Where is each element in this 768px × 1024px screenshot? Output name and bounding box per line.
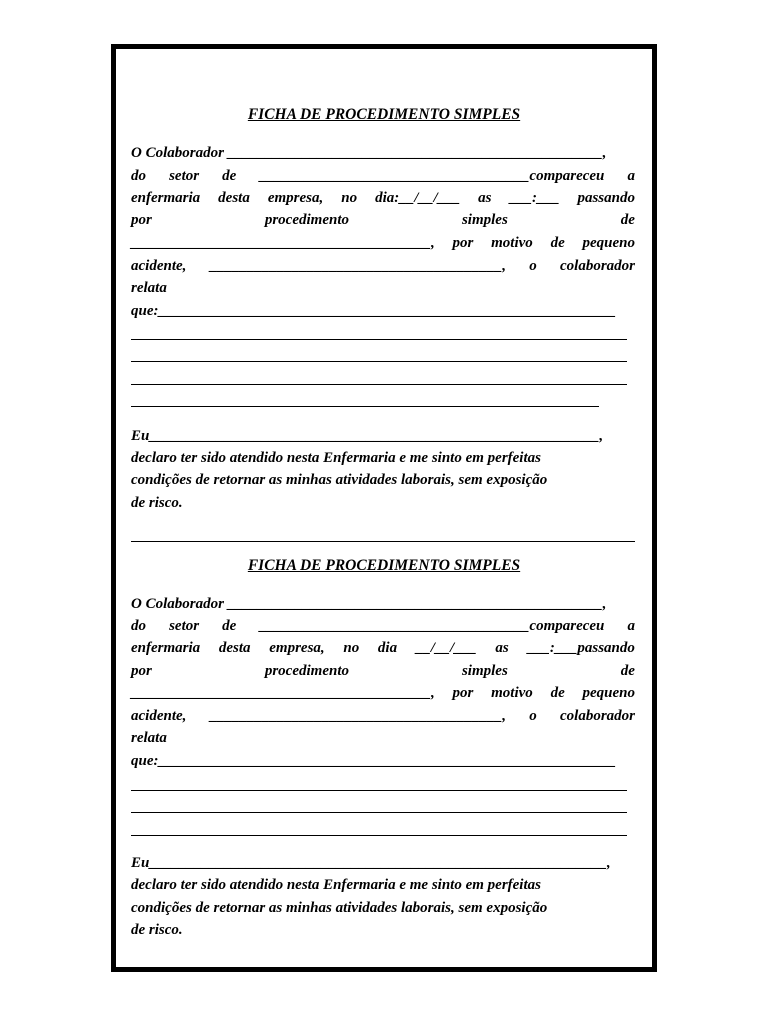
word: procedimento (264, 212, 349, 228)
word: de (550, 235, 565, 251)
motivo-line (131, 232, 635, 254)
word: procedimento (264, 663, 349, 679)
eu-line: Eu____________________________________________________________, (131, 428, 604, 444)
colaborador-line: O Colaborador __________________________________________________, (131, 596, 607, 612)
word: a (627, 168, 635, 184)
word: o (529, 258, 537, 274)
word: motivo (491, 235, 533, 251)
relato-line: que:_____________________________________________________________ (131, 303, 616, 319)
word: setor (169, 618, 200, 634)
word: colaborador (560, 708, 635, 724)
relata-label: relata (131, 730, 167, 746)
form-title: FICHA DE PROCEDIMENTO SIMPLES (247, 557, 521, 574)
date-line (131, 637, 635, 659)
word: motivo (491, 685, 533, 701)
word: enfermaria (131, 190, 201, 206)
procedure-blank: ________________________________________, (131, 235, 435, 251)
word: de (222, 618, 237, 634)
form-title: FICHA DE PROCEDIMENTO SIMPLES (247, 106, 521, 123)
date-blank: __/__/___ (415, 640, 477, 656)
date-line (131, 187, 635, 209)
date-blank: dia:__/__/___ (375, 190, 461, 206)
setor-blank: ____________________________________compareceu (259, 168, 605, 184)
word: as (495, 640, 509, 656)
word: colaborador (560, 258, 635, 274)
acidente-line (131, 705, 635, 727)
word: acidente, (131, 708, 187, 724)
word: do (131, 618, 146, 634)
acidente-line (131, 255, 635, 277)
declaration-line: de risco. (131, 495, 183, 511)
colaborador-line: O Colaborador __________________________________________________, (131, 145, 607, 161)
setor-line (131, 165, 635, 187)
word: por (452, 685, 474, 701)
word: do (131, 168, 146, 184)
setor-blank: ____________________________________compareceu (259, 618, 605, 634)
word: de (550, 685, 565, 701)
word: simples (461, 663, 508, 679)
motivo-line (131, 682, 635, 704)
relato-blank-line (131, 812, 627, 813)
relato-blank-line (131, 339, 627, 340)
procedure-blank: ________________________________________, (131, 685, 435, 701)
word: pequeno (582, 235, 635, 251)
word: por (131, 212, 152, 228)
setor-line (131, 615, 635, 637)
word: as (478, 190, 492, 206)
relato-line: que:_____________________________________________________________ (131, 753, 616, 769)
relato-blank-line (131, 835, 627, 836)
declaration-line: declaro ter sido atendido nesta Enfermaria e me sinto em perfeitas (131, 450, 541, 466)
declaration-line: condições de retornar as minhas atividades laborais, sem exposição (131, 472, 548, 488)
acidente-blank: _______________________________________, (209, 258, 506, 274)
word: acidente, (131, 258, 187, 274)
word: de (620, 663, 635, 679)
time-blank: ___:___ (509, 190, 560, 206)
relato-blank-line (131, 384, 627, 385)
word: de (222, 168, 237, 184)
declaration-line: de risco. (131, 922, 183, 938)
word: empresa, (269, 640, 325, 656)
relato-blank-line (131, 406, 599, 407)
eu-line: Eu_____________________________________________________________, (131, 855, 611, 871)
word: desta (218, 190, 250, 206)
word: de (620, 212, 635, 228)
word: no (341, 190, 358, 206)
word: o (529, 708, 537, 724)
word: simples (461, 212, 508, 228)
word: no (343, 640, 360, 656)
procedure-line (131, 209, 635, 231)
word: dia (377, 640, 398, 656)
cut-separator (131, 541, 635, 542)
relata-label: relata (131, 280, 167, 296)
word: desta (218, 640, 251, 656)
word: passando (577, 190, 635, 206)
declaration-line: condições de retornar as minhas atividades laborais, sem exposição (131, 900, 548, 916)
word: por (131, 663, 152, 679)
time-blank: ___:___passando (527, 640, 635, 656)
word: pequeno (582, 685, 635, 701)
procedure-line (131, 660, 635, 682)
word: enfermaria (131, 640, 201, 656)
declaration-line: declaro ter sido atendido nesta Enfermaria e me sinto em perfeitas (131, 877, 541, 893)
acidente-blank: _______________________________________, (209, 708, 506, 724)
word: empresa, (267, 190, 324, 206)
relato-blank-line (131, 790, 627, 791)
word: por (452, 235, 474, 251)
word: a (627, 618, 635, 634)
word: setor (169, 168, 200, 184)
relato-blank-line (131, 361, 627, 362)
